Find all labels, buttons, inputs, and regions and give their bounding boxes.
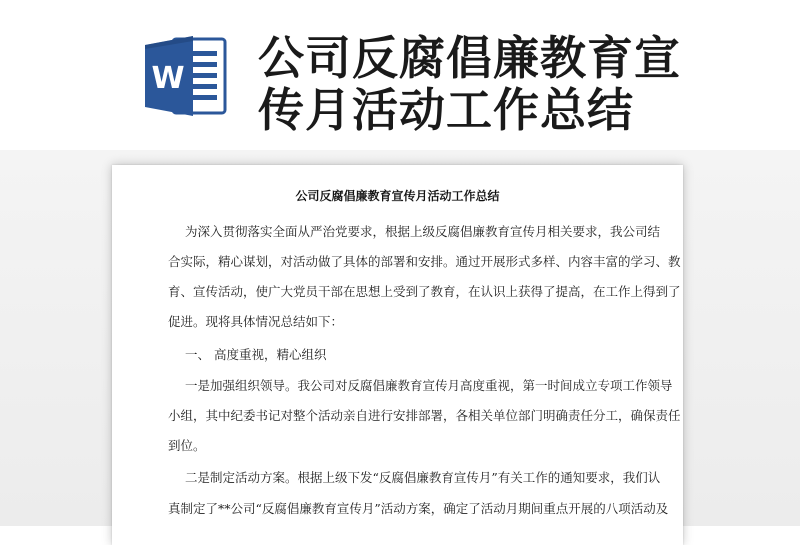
title-line-2: 传月活动工作总结	[258, 83, 634, 137]
page-title	[258, 32, 778, 136]
paragraph-line: 真制定了**公司“反腐倡廉教育宣传月”活动方案，确定了活动月期间重点开展的八项活动及	[168, 501, 669, 516]
document-page[interactable]	[112, 165, 683, 545]
paragraph-line: 合实际，精心谋划，对活动做了具体的部署和安排。通过开展形式多样、内容丰富的学习、教	[168, 254, 681, 269]
title-line-1: 公司反腐倡廉教育宣	[258, 31, 681, 85]
paragraph-line: 促进。现将具体情况总结如下：	[168, 314, 344, 329]
paragraph-line: 一是加强组织领导。我公司对反腐倡廉教育宣传月高度重视，第一时间成立专项工作领导	[185, 378, 673, 393]
paragraph-line: 二是制定活动方案。根据上级下发“反腐倡廉教育宣传月”有关工作的通知要求，我们认	[185, 470, 661, 485]
document-title: 公司反腐倡廉教育宣传月活动工作总结	[295, 189, 500, 203]
paragraph-line: 小组，其中纪委书记对整个活动亲自进行安排部署，各相关单位部门明确责任分工，确保责任	[168, 408, 681, 423]
word-document-icon	[143, 33, 229, 119]
section-heading: 一、 高度重视，精心组织	[185, 347, 327, 362]
paragraph-line: 为深入贯彻落实全面从严治党要求，根据上级反腐倡廉教育宣传月相关要求，我公司结	[185, 224, 661, 239]
logo-letter: W	[151, 61, 185, 96]
paragraph-line: 到位。	[168, 438, 206, 453]
header-banner	[0, 0, 800, 150]
paragraph-line: 育、宣传活动，使广大党员干部在思想上受到了教育，在认识上获得了提高，在工作上得到了	[168, 284, 681, 299]
